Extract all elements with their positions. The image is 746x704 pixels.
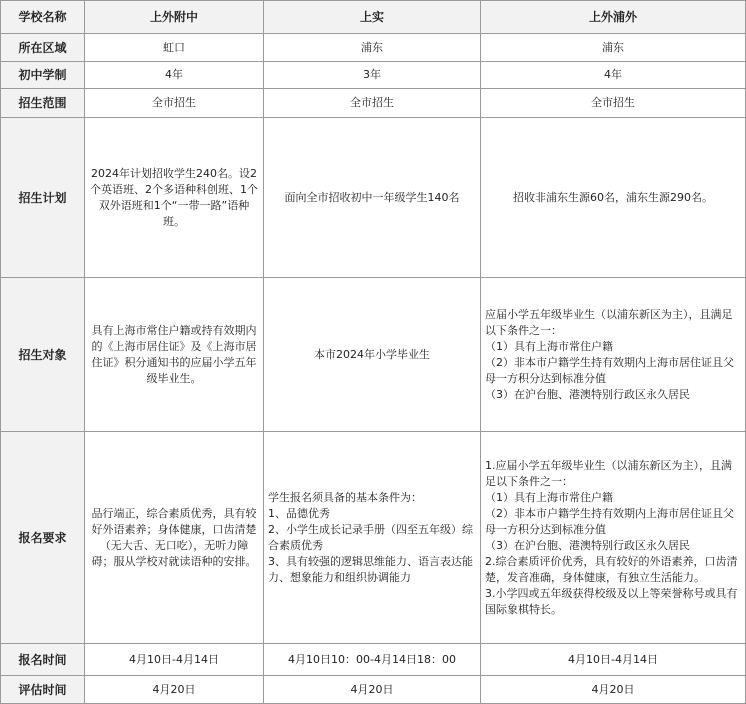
header-row [1,1,746,34]
table-row-eval-time [1,676,746,704]
cell-eval-time-2: 4月20日 [264,676,481,704]
header-school-1: 上外附中 [85,1,264,34]
cell-target-3: 应届小学五年级毕业生（以浦东新区为主），且满足以下条件之一： （1）具有上海市常住户籍 （2）非本市户籍学生持有效期内上海市居住证且父母一方积分达到标准分值 （3）在沪台胞、港澳特别行政区永久居民 [481,278,746,432]
row-label-scope: 招生范围 [1,89,85,118]
cell-district-1: 虹口 [85,34,264,62]
row-label-requirements: 报名要求 [1,432,85,644]
row-label-eval-time: 评估时间 [1,676,85,704]
cell-requirements-1: 品行端正，综合素质优秀，具有较好外语素养；身体健康，口齿清楚（无大舌、无口吃），无听力障碍；服从学校对就读语种的安排。 [85,432,264,644]
cell-scope-1: 全市招生 [85,89,264,118]
cell-district-2: 浦东 [264,34,481,62]
table-row-requirements [1,432,746,644]
header-school-3: 上外浦外 [481,1,746,34]
header-school-2: 上实 [264,1,481,34]
cell-apply-time-1: 4月10日-4月14日 [85,644,264,676]
table-row-district [1,34,746,62]
cell-plan-2: 面向全市招收初中一年级学生140名 [264,118,481,278]
row-label-plan: 招生计划 [1,118,85,278]
cell-years-2: 3年 [264,62,481,89]
cell-plan-1: 2024年计划招收学生240名。设2个英语班、2个多语种科创班、1个双外语班和1个“一带一路”语种班。 [85,118,264,278]
cell-apply-time-2: 4月10日10：00-4月14日18：00 [264,644,481,676]
table-row-scope [1,89,746,118]
cell-eval-time-1: 4月20日 [85,676,264,704]
cell-apply-time-3: 4月10日-4月14日 [481,644,746,676]
cell-requirements-2: 学生报名须具备的基本条件为： 1、品德优秀 2、小学生成长记录手册（四至五年级）综合素质优秀 3、具有较强的逻辑思维能力、语言表达能力、想象能力和组织协调能力 [264,432,481,644]
header-label: 学校名称 [1,1,85,34]
table-row-years [1,62,746,89]
cell-scope-2: 全市招生 [264,89,481,118]
row-label-district: 所在区域 [1,34,85,62]
cell-years-1: 4年 [85,62,264,89]
row-label-apply-time: 报名时间 [1,644,85,676]
table-row-target [1,278,746,432]
cell-scope-3: 全市招生 [481,89,746,118]
row-label-years: 初中学制 [1,62,85,89]
cell-target-1: 具有上海市常住户籍或持有效期内的《上海市居住证》及《上海市居住证》积分通知书的应届小学五年级毕业生。 [85,278,264,432]
cell-years-3: 4年 [481,62,746,89]
cell-plan-3: 招收非浦东生源60名，浦东生源290名。 [481,118,746,278]
table-row-plan [1,118,746,278]
cell-eval-time-3: 4月20日 [481,676,746,704]
cell-requirements-3: 1.应届小学五年级毕业生（以浦东新区为主），且满足以下条件之一： （1）具有上海市常住户籍 （2）非本市户籍学生持有效期内上海市居住证且父母一方积分达到标准分值 （3）在沪台胞、港澳特别行政区永久居民 2.综合素质评价优秀，具有较好的外语素养，口齿清楚，发音准确，身体健康，有独立生活能力。 3.小学四或五年级获得校级及以上等荣誉称号或具有国际象棋特长。 [481,432,746,644]
row-label-target: 招生对象 [1,278,85,432]
table-row-apply-time [1,644,746,676]
cell-district-3: 浦东 [481,34,746,62]
cell-target-2: 本市2024年小学毕业生 [264,278,481,432]
